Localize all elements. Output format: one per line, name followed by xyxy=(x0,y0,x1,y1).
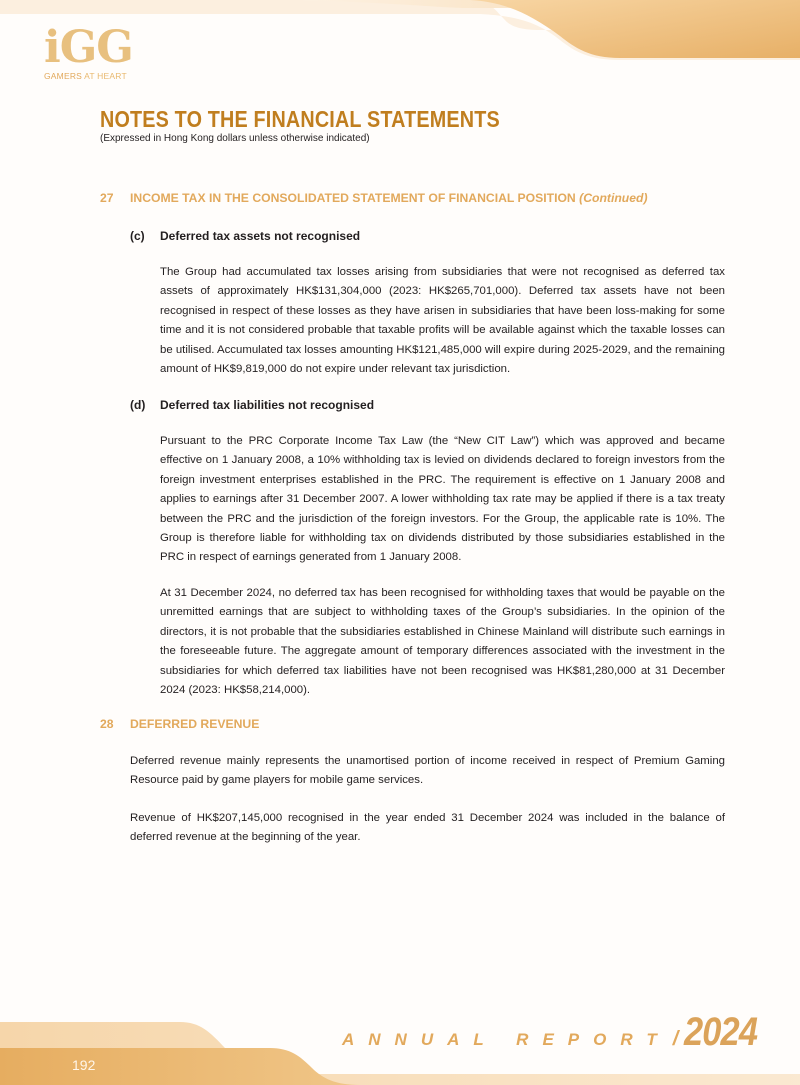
note-28-title: DEFERRED REVENUE xyxy=(130,717,260,731)
note-27d-letter: (d) xyxy=(130,398,146,412)
note-27d-paragraph-1: Pursuant to the PRC Corporate Income Tax Law (the “New CIT Law”) which was approved and became effective on 1 January 2008, a 10% withholding tax is levied on dividends declared to foreign investors from the foreign investment enterprises established in the PRC. The requirement is effective on 1 January 2008 and applies to earnings after 31 December 2007. A lower withholding tax rate may be applied if there is a tax treaty between the PRC and the jurisdiction of the foreign investors. For the Group, the applicable rate is 10%. The Group is therefore liable for withholding tax on dividends distributed by those subsidiaries established in the PRC in respect of earnings generated from 1 January 2008. xyxy=(160,435,725,564)
note-27c-paragraph: The Group had accumulated tax losses arising from subsidiaries that were not recognised as deferred tax assets of approximately HK$131,304,000 (2023: HK$265,701,000). Deferred tax assets have not been recognised in respect of these losses as they have arisen in subsidiaries that have been loss-making for some time and it is not considered probable that taxable profits will be available against which the taxable losses can be utilised. Accumulated tax losses amounting HK$121,485,000 will expire during 2025-2029, and the remaining amount of HK$9,819,000 do not expire under relevant tax jurisdiction. xyxy=(160,266,725,376)
note-27-continued: (Continued) xyxy=(579,191,648,205)
note-27c-heading xyxy=(130,229,360,243)
page-number: 192 xyxy=(72,1057,96,1073)
logo-mark: iGG xyxy=(44,22,133,73)
logo-tagline-at-heart: AT HEART xyxy=(82,71,127,81)
note-27d-title: Deferred tax liabilities not recognised xyxy=(160,398,375,412)
note-27d-paragraph-2: At 31 December 2024, no deferred tax has been recognised for withholding taxes that would be payable on the unremitted earnings that are subject to withholding taxes of the Group’s subsidiaries. In the opinion of the directors, it is not probable that the subsidiaries established in Chinese Mainland will distribute such earnings in the foreseeable future. The aggregate amount of temporary differences associated with the investment in the subsidiaries for which deferred tax liabilities have not been recognised was HK$81,280,000 at 31 December 2024 (2023: HK$58,214,000). xyxy=(160,587,725,697)
page-title: NOTES TO THE FINANCIAL STATEMENTS xyxy=(100,106,500,132)
logo-tagline-gamers: GAMERS xyxy=(44,71,83,81)
annual-report-footer xyxy=(342,1010,769,1055)
note-27-heading xyxy=(100,191,648,205)
note-27c-letter: (c) xyxy=(130,229,145,243)
note-28-paragraph-2: Revenue of HK$207,145,000 recognised in the year ended 31 December 2024 was included in the balance of deferred revenue at the beginning of the year. xyxy=(130,812,725,844)
logo-tagline xyxy=(44,71,154,81)
report-year: 2024 xyxy=(684,1010,758,1054)
footer-slash: / xyxy=(672,1028,679,1050)
note-28-number: 28 xyxy=(100,717,114,731)
igg-logo xyxy=(44,22,154,81)
note-27-title: INCOME TAX IN THE CONSOLIDATED STATEMENT OF FINANCIAL POSITION xyxy=(130,191,576,205)
note-27d-heading xyxy=(130,398,374,412)
note-27-number: 27 xyxy=(100,191,114,205)
note-27c-title: Deferred tax assets not recognised xyxy=(160,229,361,243)
annual-report-label: ANNUAL REPORT xyxy=(342,1030,671,1049)
page-subtitle: (Expressed in Hong Kong dollars unless otherwise indicated) xyxy=(100,133,370,144)
note-28-heading xyxy=(100,717,259,731)
note-28-paragraph-1: Deferred revenue mainly represents the unamortised portion of income received in respect of Premium Gaming Resource paid by game players for mobile game services. xyxy=(130,755,725,787)
